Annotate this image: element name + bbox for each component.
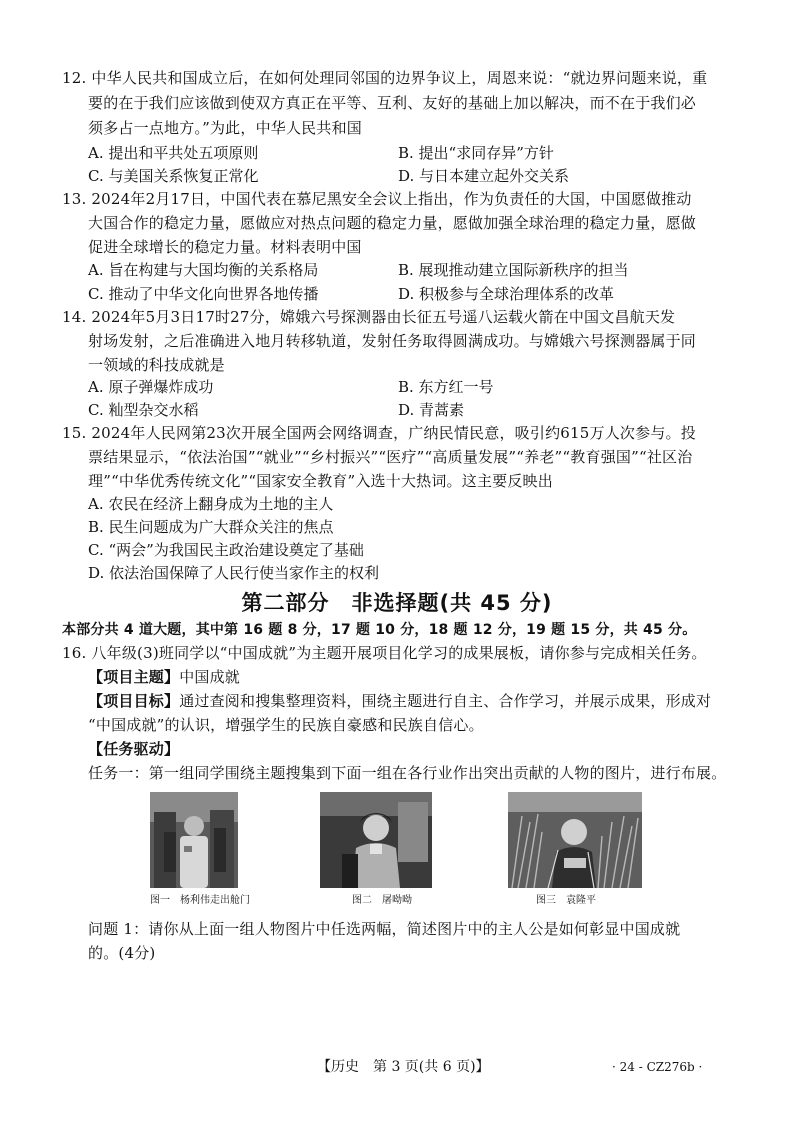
q16-goal-line-1: 通过查阅和搜集整理资料，围绕主题进行自主、合作学习，并展示成果，形成对 <box>179 692 712 710</box>
q16-stem: 16. 八年级(3)班同学以“中国成就”为主题开展项目化学习的成果展板，请你参与完成相关任务。 <box>62 644 707 662</box>
q16-topic-row <box>88 667 768 688</box>
figure-yuan-longping-photo <box>508 792 642 888</box>
q16-goal-row <box>88 691 768 712</box>
q16-task1: 任务一：第一组同学围绕主题搜集到下面一组在各行业作出突出贡献的人物的图片，进行布展。 <box>88 764 727 782</box>
q15-option-a: A. 农民在经济上翻身成为土地的主人 <box>88 495 334 513</box>
q14-option-b: B. 东方红一号 <box>398 378 494 396</box>
q14-option-a: A. 原子弹爆炸成功 <box>88 378 214 396</box>
q15-option-d: D. 依法治国保障了人民行使当家作主的权利 <box>88 564 380 582</box>
figure-3-caption: 图三 袁隆平 <box>536 895 596 906</box>
q13-option-a: A. 旨在构建与大国均衡的关系格局 <box>88 261 319 279</box>
section-title: 第二部分 非选择题(共 45 分) <box>241 591 553 615</box>
q16-topic-tag: 【项目主题】 <box>88 668 180 686</box>
q12-line-3: 须多占一点地方。”为此，中华人民共和国 <box>88 119 362 137</box>
q16-question1-line-2: 的。(4分) <box>88 944 156 962</box>
q14-line-2: 射场发射，之后准确进入地月转移轨道，发射任务取得圆满成功。与嫦娥六号探测器属于同 <box>88 332 697 350</box>
footer-page-info: 【历史 第 3 页(共 6 页)】 <box>317 1059 490 1075</box>
q16-drive-tag: 【任务驱动】 <box>88 740 180 758</box>
q12-option-d: D. 与日本建立起外交关系 <box>398 167 570 185</box>
figure-tu-youyou-photo <box>320 792 432 888</box>
q14-option-d: D. 青蒿素 <box>398 401 465 419</box>
q13-option-d: D. 积极参与全球治理体系的改革 <box>398 285 615 303</box>
figure-2-caption: 图二 屠呦呦 <box>352 895 412 906</box>
q13-option-c: C. 推动了中华文化向世界各地传播 <box>88 285 319 303</box>
q15-line-2: 票结果显示，“依法治国”“就业”“乡村振兴”“医疗”“高质量发展”“养老”“教育强国”“社区治 <box>88 448 693 466</box>
q12-line-2: 要的在于我们应该做到使双方真正在平等、互利、友好的基础上加以解决，而不在于我们必 <box>88 94 697 112</box>
q16-goal-tag: 【项目目标】 <box>88 692 180 710</box>
q16-goal-line-2: “中国成就”的认识，增强学生的民族自豪感和民族自信心。 <box>88 716 484 734</box>
figure-astronaut-photo <box>150 792 238 888</box>
q14-option-c: C. 籼型杂交水稻 <box>88 401 199 419</box>
q14-line-3: 一领域的科技成就是 <box>88 356 225 374</box>
q13-line-1: 13. 2024年2月17日，中国代表在慕尼黑安全会议上指出，作为负责任的大国，中国愿做推动 <box>62 190 692 208</box>
q13-line-2: 大国合作的稳定力量，愿做应对热点问题的稳定力量，愿做加强全球治理的稳定力量，愿做 <box>88 214 697 232</box>
q12-option-a: A. 提出和平共处五项原则 <box>88 144 259 162</box>
q12-line-1: 12. 中华人民共和国成立后，在如何处理同邻国的边界争议上，周恩来说：“就边界问题来说，重 <box>62 69 708 87</box>
q13-option-b: B. 展现推动建立国际新秩序的担当 <box>398 261 629 279</box>
q15-option-c: C. “两会”为我国民主政治建设奠定了基础 <box>88 541 364 559</box>
footer-code: · 24 - CZ276b · <box>612 1060 703 1074</box>
q15-line-1: 15. 2024年人民网第23次开展全国两会网络调查，广纳民情民意，吸引约615万人次参与。投 <box>62 424 696 442</box>
q14-line-1: 14. 2024年5月3日17时27分，嫦娥六号探测器由长征五号遥八运载火箭在中国文昌航天发 <box>62 308 676 326</box>
q12-option-c: C. 与美国关系恢复正常化 <box>88 167 259 185</box>
q15-option-b: B. 民生问题成为广大群众关注的焦点 <box>88 518 334 536</box>
q16-question1-line-1: 问题 1：请你从上面一组人物图片中任选两幅，简述图片中的主人公是如何彰显中国成就 <box>88 920 681 938</box>
q16-topic: 中国成就 <box>179 668 241 686</box>
q15-line-3: 理”“中华优秀传统文化”“国家安全教育”入选十大热词。这主要反映出 <box>88 472 553 490</box>
q13-line-3: 促进全球增长的稳定力量。材料表明中国 <box>88 238 362 256</box>
q12-option-b: B. 提出“求同存异”方针 <box>398 144 554 162</box>
figure-1-caption: 图一 杨利伟走出舱门 <box>150 895 250 906</box>
section-intro: 本部分共 4 道大题，其中第 16 题 8 分，17 题 10 分，18 题 12 分，19 题 15 分，共 45 分。 <box>62 622 697 638</box>
